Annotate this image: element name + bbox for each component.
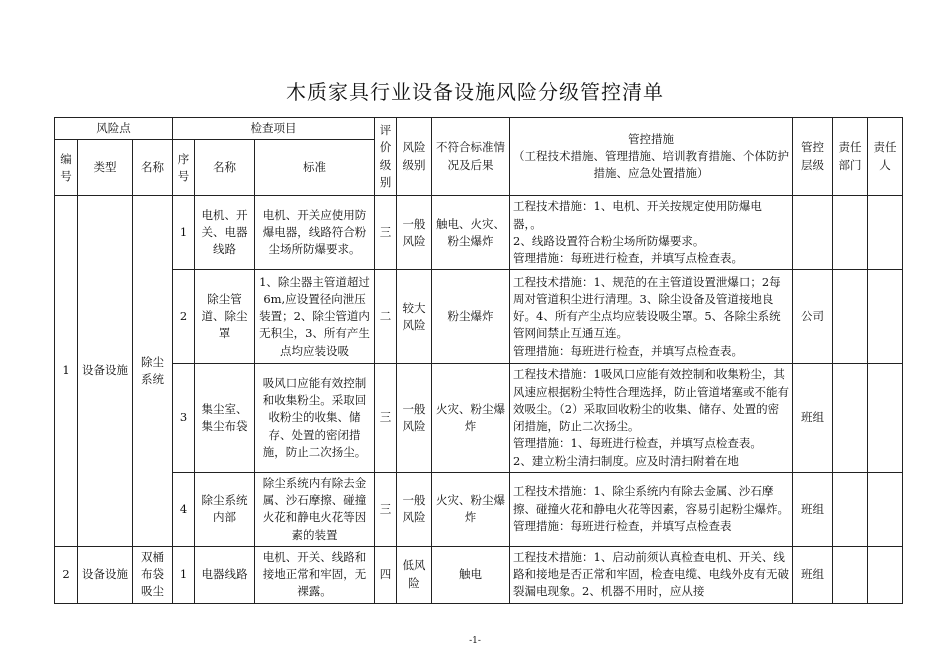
item-measures: 工程技术措施：1、电机、开关按规定使用防爆电器，。 2、线路设置符合粉尘场所防爆要求。 管理措施：每班进行检查，并填写点检查表。 (510, 196, 793, 270)
table-row (55, 546, 903, 603)
header-resp-dept: 责任部门 (833, 118, 868, 196)
item-control-level: 班组 (793, 364, 833, 473)
item-consequence: 触电、火灾、粉尘爆炸 (432, 196, 510, 270)
item-risk-level: 低风险 (397, 546, 432, 603)
item-standard: 除尘系统内有除去金属、沙石摩擦、碰撞火花和静电火花等因素的装置 (255, 472, 375, 546)
group-no: 2 (55, 546, 78, 603)
item-control-level (793, 196, 833, 270)
item-risk-level: 一般风险 (397, 364, 432, 473)
item-seq: 3 (173, 364, 195, 473)
header-eval-level: 评价级别 (375, 118, 397, 196)
item-name: 除尘系统内部 (195, 472, 255, 546)
item-risk-level: 较大风险 (397, 270, 432, 364)
item-measures: 工程技术措施：1、规范的在主管道设置泄爆口；2每周对管道积尘进行清理。3、除尘设备及管道接地良好。4、所有产尘点均应装设吸尘罩。5、各除尘系统管网间禁止互通互连。 管理措施：每班进行检查，并填写点检查表。 (510, 270, 793, 364)
header-check-item: 检查项目 (173, 118, 375, 140)
item-resp-dept (833, 546, 868, 603)
table-row (55, 472, 903, 546)
item-control-level: 班组 (793, 472, 833, 546)
header-nonconform: 不符合标准情况及后果 (432, 118, 510, 196)
item-eval-level: 三 (375, 196, 397, 270)
item-consequence: 火灾、粉尘爆炸 (432, 364, 510, 473)
item-seq: 1 (173, 196, 195, 270)
item-resp-person (868, 196, 903, 270)
item-control-level: 班组 (793, 546, 833, 603)
header-risk-point: 风险点 (55, 118, 173, 140)
item-resp-person (868, 546, 903, 603)
table-row (55, 196, 903, 270)
item-consequence: 粉尘爆炸 (432, 270, 510, 364)
header-name: 名称 (133, 140, 173, 196)
item-resp-person (868, 270, 903, 364)
item-measures: 工程技术措施：1、启动前须认真检查电机、开关、线路和接地是否正常和牢固，检查电缆、电线外皮有无破裂漏电现象。2、机器不用时，应从接 (510, 546, 793, 603)
table-body (55, 118, 903, 604)
page-title: 木质家具行业设备设施风险分级管控清单 (286, 80, 664, 104)
header-resp-person: 责任人 (868, 118, 903, 196)
header-row-1 (55, 118, 903, 140)
header-standard: 标准 (255, 140, 375, 196)
item-seq: 1 (173, 546, 195, 603)
item-seq: 2 (173, 270, 195, 364)
header-measures-title: 管控措施 (628, 131, 675, 146)
item-control-level: 公司 (793, 270, 833, 364)
item-resp-person (868, 472, 903, 546)
item-eval-level: 三 (375, 364, 397, 473)
header-no: 编号 (55, 140, 78, 196)
item-measures: 工程技术措施：1吸风口应能有效控制和收集粉尘，其风速应根据粉尘特性合理选择，防止管道堵塞或不能有效吸尘。（2）采取回收粉尘的收集、储存、处置的密闭措施，防止二次扬尘。 管理措施：1、每班进行检查，并填写点检查表。 2、建立粉尘清扫制度。应及时清扫附着在地 (510, 364, 793, 473)
header-type: 类型 (78, 140, 133, 196)
item-eval-level: 四 (375, 546, 397, 603)
table-row (55, 270, 903, 364)
risk-control-table (54, 117, 903, 604)
item-resp-dept (833, 364, 868, 473)
table-row (55, 364, 903, 473)
item-resp-dept (833, 472, 868, 546)
item-standard: 吸风口应能有效控制和收集粉尘。采取回收粉尘的收集、储存、处置的密闭措施，防止二次扬尘。 (255, 364, 375, 473)
group-no: 1 (55, 196, 78, 547)
group-type: 设备设施 (78, 546, 133, 603)
header-seq: 序号 (173, 140, 195, 196)
header-measures (510, 118, 793, 196)
item-risk-level: 一般风险 (397, 196, 432, 270)
item-standard: 电机、开关应使用防爆电器，线路符合粉尘场所防爆要求。 (255, 196, 375, 270)
item-measures: 工程技术措施：1、除尘系统内有除去金属、沙石摩擦、碰撞火花和静电火花等因素，容易引起粉尘爆炸。 管理措施：每班进行检查，并填写点检查表 (510, 472, 793, 546)
header-control-level: 管控层级 (793, 118, 833, 196)
group-name: 除尘系统 (133, 196, 173, 547)
item-risk-level: 一般风险 (397, 472, 432, 546)
item-name: 电器线路 (195, 546, 255, 603)
item-eval-level: 三 (375, 472, 397, 546)
item-resp-dept (833, 196, 868, 270)
item-resp-dept (833, 270, 868, 364)
item-seq: 4 (173, 472, 195, 546)
group-type: 设备设施 (78, 196, 133, 547)
item-consequence: 火灾、粉尘爆炸 (432, 472, 510, 546)
item-standard: 1、除尘器主管道超过6m,应设置径向泄压装置；2、除尘管道内无积尘，3、所有产生点均应装设吸 (255, 270, 375, 364)
group-name: 双桶布袋吸尘 (133, 546, 173, 603)
item-consequence: 触电 (432, 546, 510, 603)
item-name: 集尘室、集尘布袋 (195, 364, 255, 473)
item-eval-level: 二 (375, 270, 397, 364)
header-risk-level: 风险级别 (397, 118, 432, 196)
page-number: -1- (469, 636, 481, 646)
item-name: 电机、开关、电器线路 (195, 196, 255, 270)
header-measures-subtitle: （工程技术措施、管理措施、培训教育措施、个体防护措施、应急处置措施） (513, 149, 790, 181)
item-name: 除尘管道、除尘罩 (195, 270, 255, 364)
item-resp-person (868, 364, 903, 473)
header-item-name: 名称 (195, 140, 255, 196)
item-standard: 电机、开关、线路和接地正常和牢固，无裸露。 (255, 546, 375, 603)
